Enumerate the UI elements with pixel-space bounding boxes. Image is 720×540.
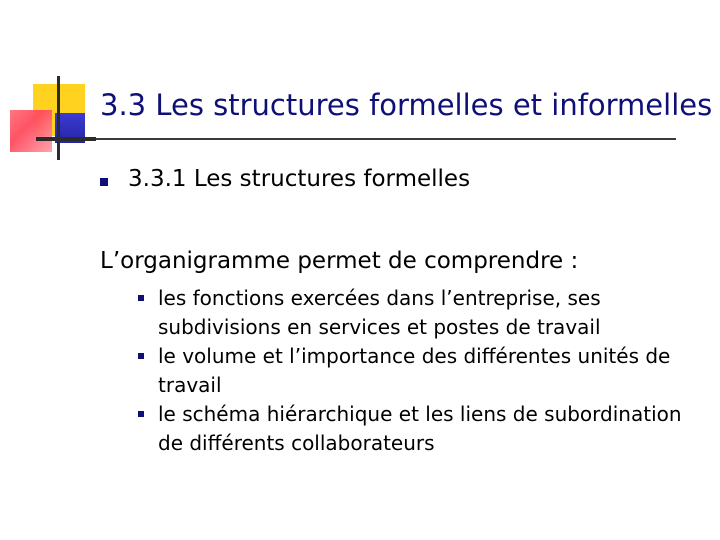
list-item: [138, 284, 708, 342]
list-item: [138, 400, 708, 458]
decorative-logo: [0, 0, 100, 170]
red-square: [10, 110, 52, 152]
subheading-text: 3.3.1 Les structures formelles: [128, 166, 471, 192]
bullet-list: [138, 284, 708, 458]
title-underline-accent: [36, 137, 96, 141]
square-bullet-icon: [138, 353, 144, 359]
square-bullet-icon: [138, 411, 144, 417]
square-bullet-icon: [100, 178, 108, 186]
intro-text: L’organigramme permet de comprendre :: [100, 248, 579, 274]
slide-title: 3.3 Les structures formelles et informelles: [100, 88, 713, 122]
list-item-text: le schéma hiérarchique et les liens de subordination de différents collaborateurs: [158, 402, 682, 455]
list-item: [138, 342, 708, 400]
square-bullet-icon: [138, 295, 144, 301]
list-item-text: les fonctions exercées dans l’entreprise, ses subdivisions en services et postes de travail: [158, 286, 601, 339]
title-underline: [36, 138, 676, 140]
list-item-text: le volume et l’importance des différentes unités de travail: [158, 344, 671, 397]
vertical-rule: [57, 76, 60, 160]
